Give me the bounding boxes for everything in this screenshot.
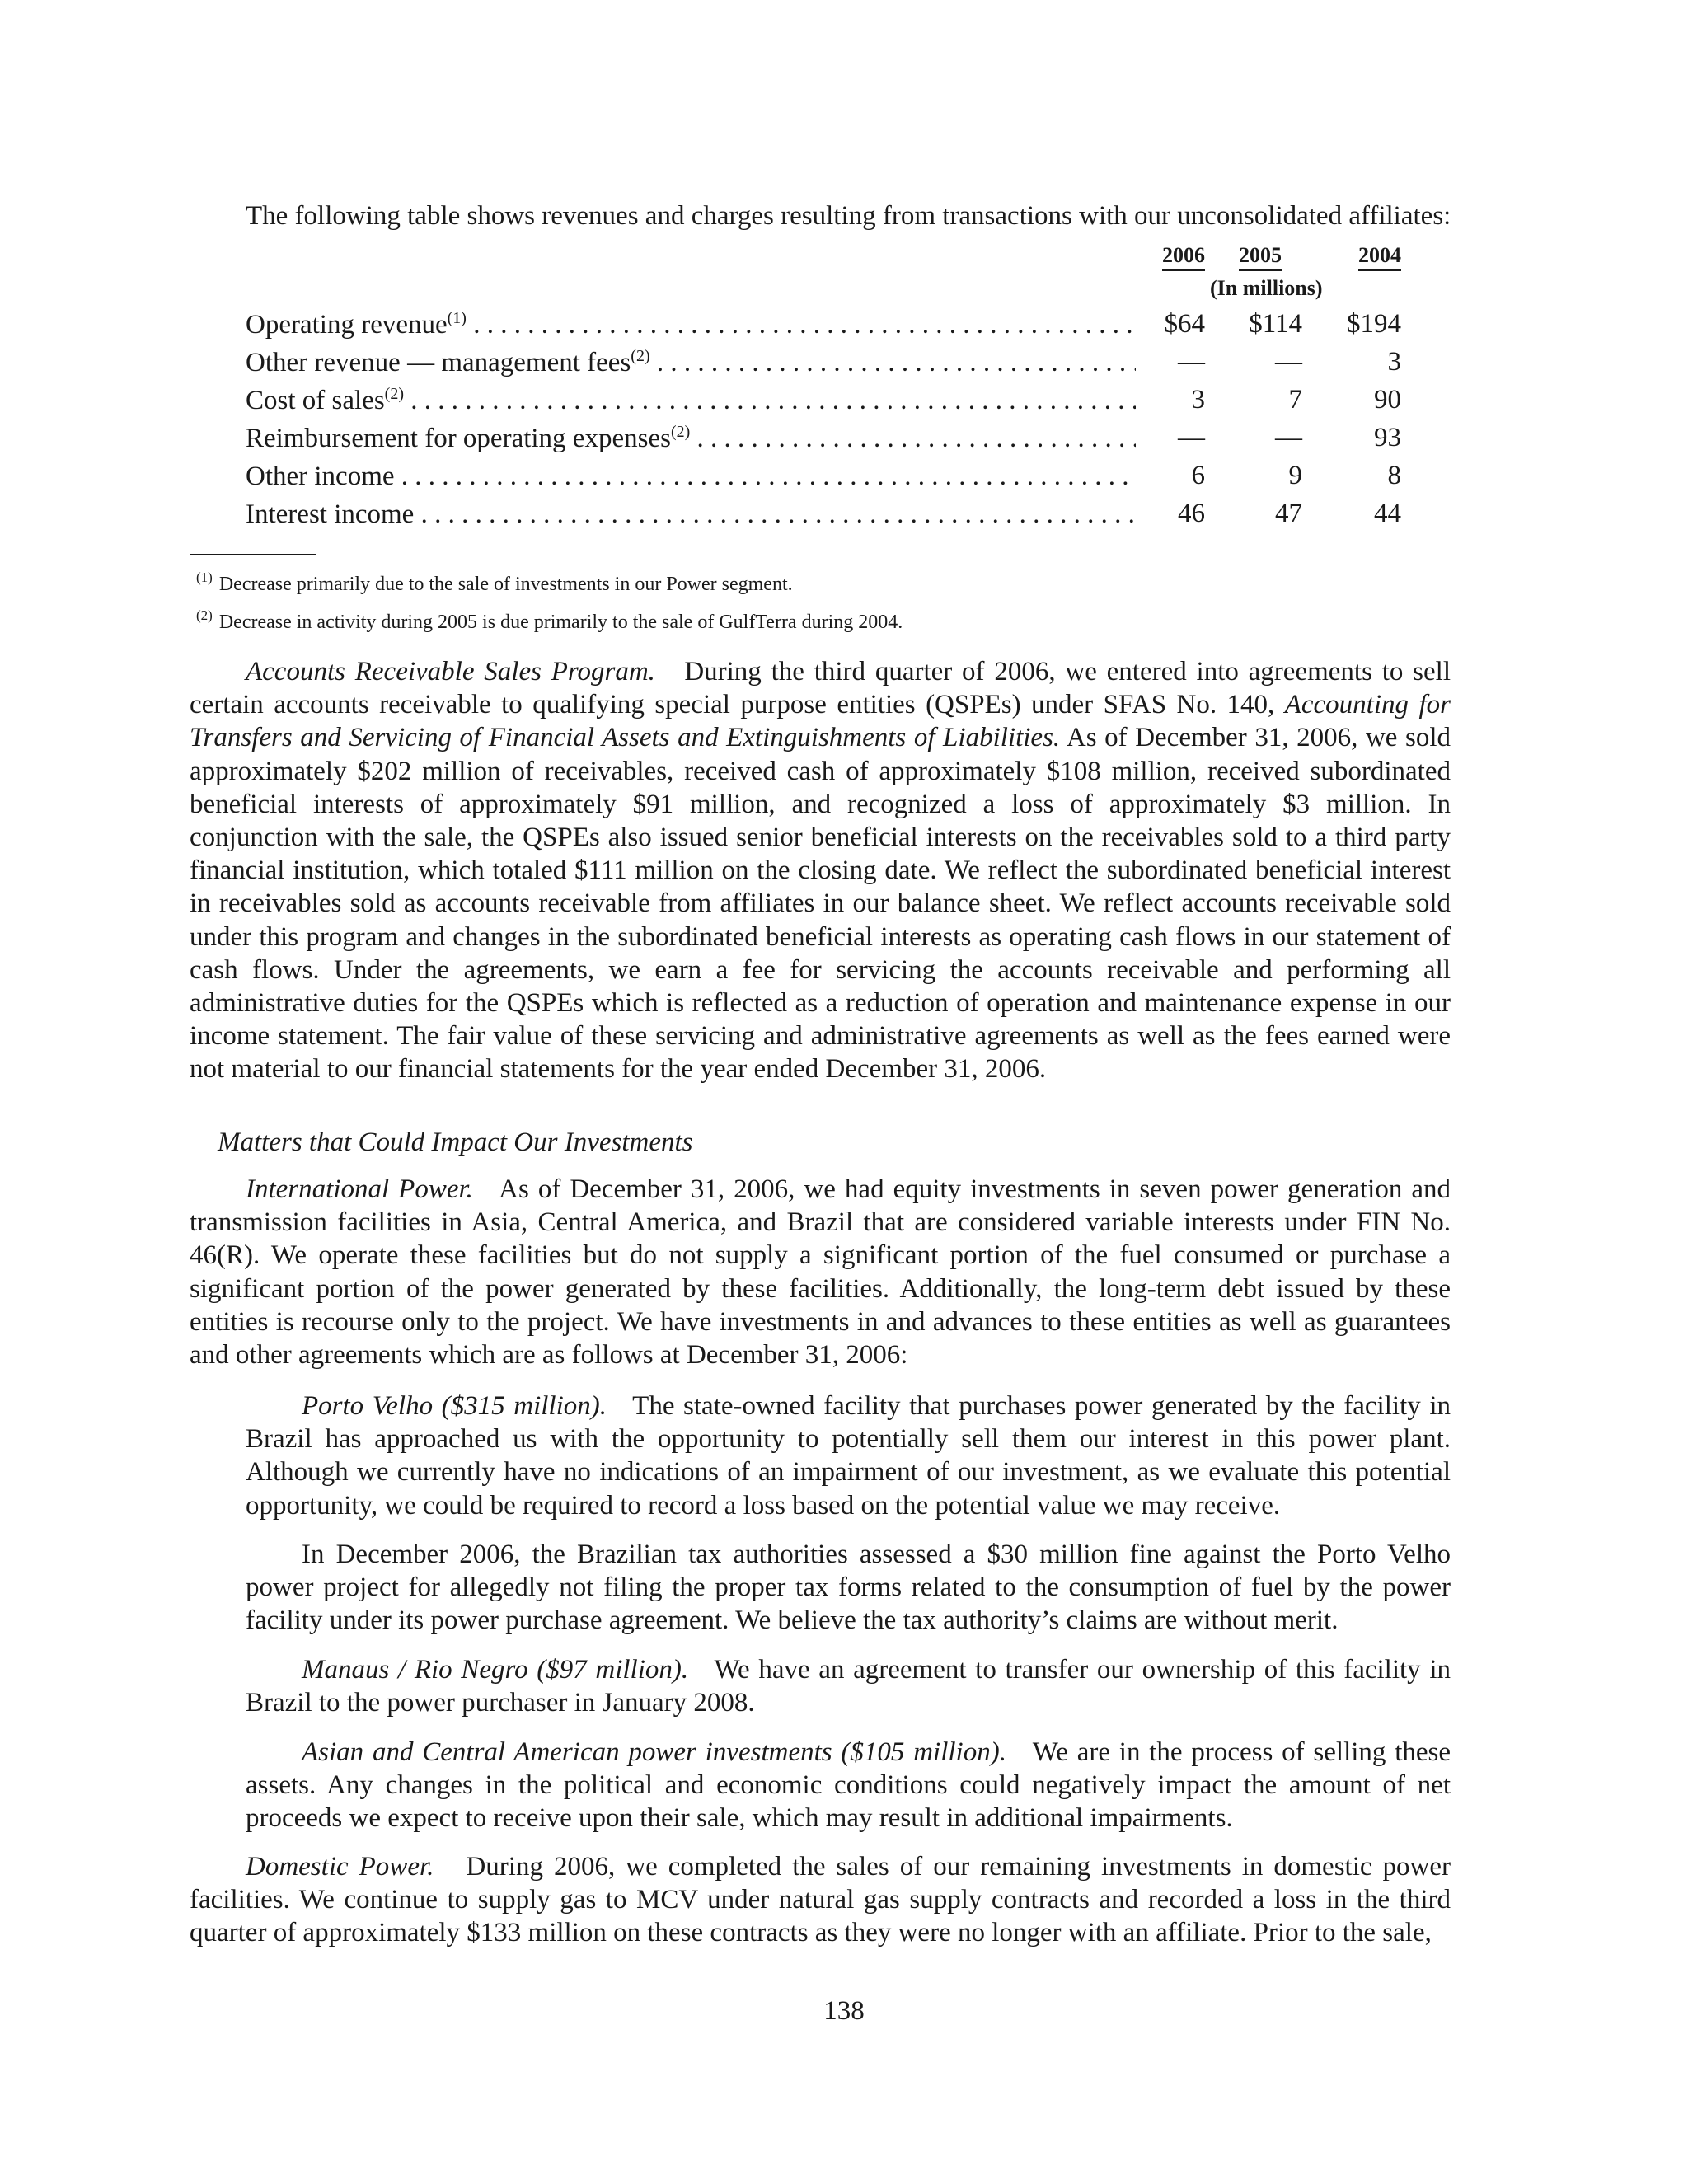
table-intro: The following table shows revenues and charges resulting from transactions with our unconsolidated affiliates: (246, 201, 1451, 231)
table-row: Cost of sales$^{(2)}$ . . . 3 7 90 (246, 385, 1401, 418)
column-header-2005: 2005 (1218, 243, 1302, 271)
asian-central-american-paragraph: Asian and Central American power investments ($105 million). We are in the process of selling these assets. Any changes in the political and economic conditions could negatively impact the amount of net proceeds we expect to receive upon their sale, which may result in additional impairments. (246, 1737, 1451, 1834)
manaus-paragraph: Manaus / Rio Negro ($97 million). We have an agreement to transfer our ownership of this facility in Brazil to the power purchaser in January 2008. (246, 1655, 1451, 1718)
units-label: (In millions) (1210, 276, 1323, 300)
domestic-power-paragraph: Domestic Power. During 2006, we completed the sales of our remaining investments in domestic power facilities. We continue to supply gas to MCV under natural gas supply contracts and recorded a loss in the third quarter of approximately $133 million on these contracts as they were no longer with an affiliate. Prior to the sale, (190, 1852, 1451, 1948)
footnote-2: $^{(2)}$ Decrease in activity during 2005 is due primarily to the sale of GulfTerra during 2004. (196, 607, 903, 633)
table-row: Other revenue — management fees$^{(2)}$ . . . — — 3 (246, 347, 1401, 380)
international-power-paragraph: International Power. As of December 31, 2006, we had equity investments in seven power generation and transmission facilities in Asia, Central America, and Brazil that are considered variable interests under FIN No. 46(R). We operate these facilities but do not supply a significant portion of the fuel consumed or purchase a significant portion of the power generated by these facilities. Additionally, the long-term debt issued by these entities is recourse only to the project. We have investments in and advances to these entities as well as guarantees and other agreements which are as follows at December 31, 2006: (190, 1174, 1451, 1371)
footnote-1: $^{(1)}$ Decrease primarily due to the sale of investments in our Power segment. (196, 569, 793, 595)
column-header-2004: 2004 (1317, 243, 1401, 271)
porto-velho-tax-paragraph: In December 2006, the Brazilian tax authorities assessed a $30 million fine against the Porto Velho power project for allegedly not filing the proper tax forms related to the consumption of fuel by the power facility under its power purchase agreement. We believe the tax authority’s claims are without merit. (246, 1540, 1451, 1636)
page-number: 138 (823, 1996, 865, 2026)
table-row: Operating revenue$^{(1)}$ . . . $64 $114 $194 (246, 309, 1401, 342)
accounts-receivable-paragraph: Accounts Receivable Sales Program. During the third quarter of 2006, we entered into agreements to sell certain accounts receivable to qualifying special purpose entities (QSPEs) under SFAS No. 140, Accounting for Transfers and Servicing of Financial Assets and Extinguishments of Liabilities. As of December 31, 2006, we sold approximately $202 million of receivables, received cash of approximately $108 million, received subordinated beneficial interests of approximately $91 million, and recognized a loss of approximately $3 million. In conjunction with the sale, the QSPEs also issued senior beneficial interests on the receivables sold to a third party financial institution, which totaled $111 million on the closing date. We reflect the subordinated beneficial interest in receivables sold as accounts receivable from affiliates in our balance sheet. We reflect accounts receivable sold under this program and changes in the subordinated beneficial interests as operating cash flows in our statement of cash flows. Under the agreements, we earn a fee for servicing the accounts receivable and performing all administrative duties for the QSPEs which is reflected as a reduction of operation and maintenance expense in our income statement. The fair value of these servicing and administrative agreements as well as the fees earned were not material to our financial statements for the year ended December 31, 2006. (190, 657, 1451, 1085)
porto-velho-paragraph: Porto Velho ($315 million). The state-owned facility that purchases power generated by the facility in Brazil has approached us with the opportunity to potentially sell them our interest in this power plant. Although we currently have no indications of an impairment of our investment, as we evaluate this potential opportunity, we could be required to record a loss based on the potential value we may receive. (246, 1391, 1451, 1521)
table-row: Other income . . . 6 9 8 (246, 461, 1401, 494)
footnote-rule (190, 554, 316, 555)
table-row: Reimbursement for operating expenses$^{(2)}$ . . . — — 93 (246, 423, 1401, 456)
column-header-2006: 2006 (1152, 243, 1205, 271)
table-row: Interest income . . . 46 47 44 (246, 499, 1401, 532)
section-heading: Matters that Could Impact Our Investments (218, 1127, 693, 1157)
